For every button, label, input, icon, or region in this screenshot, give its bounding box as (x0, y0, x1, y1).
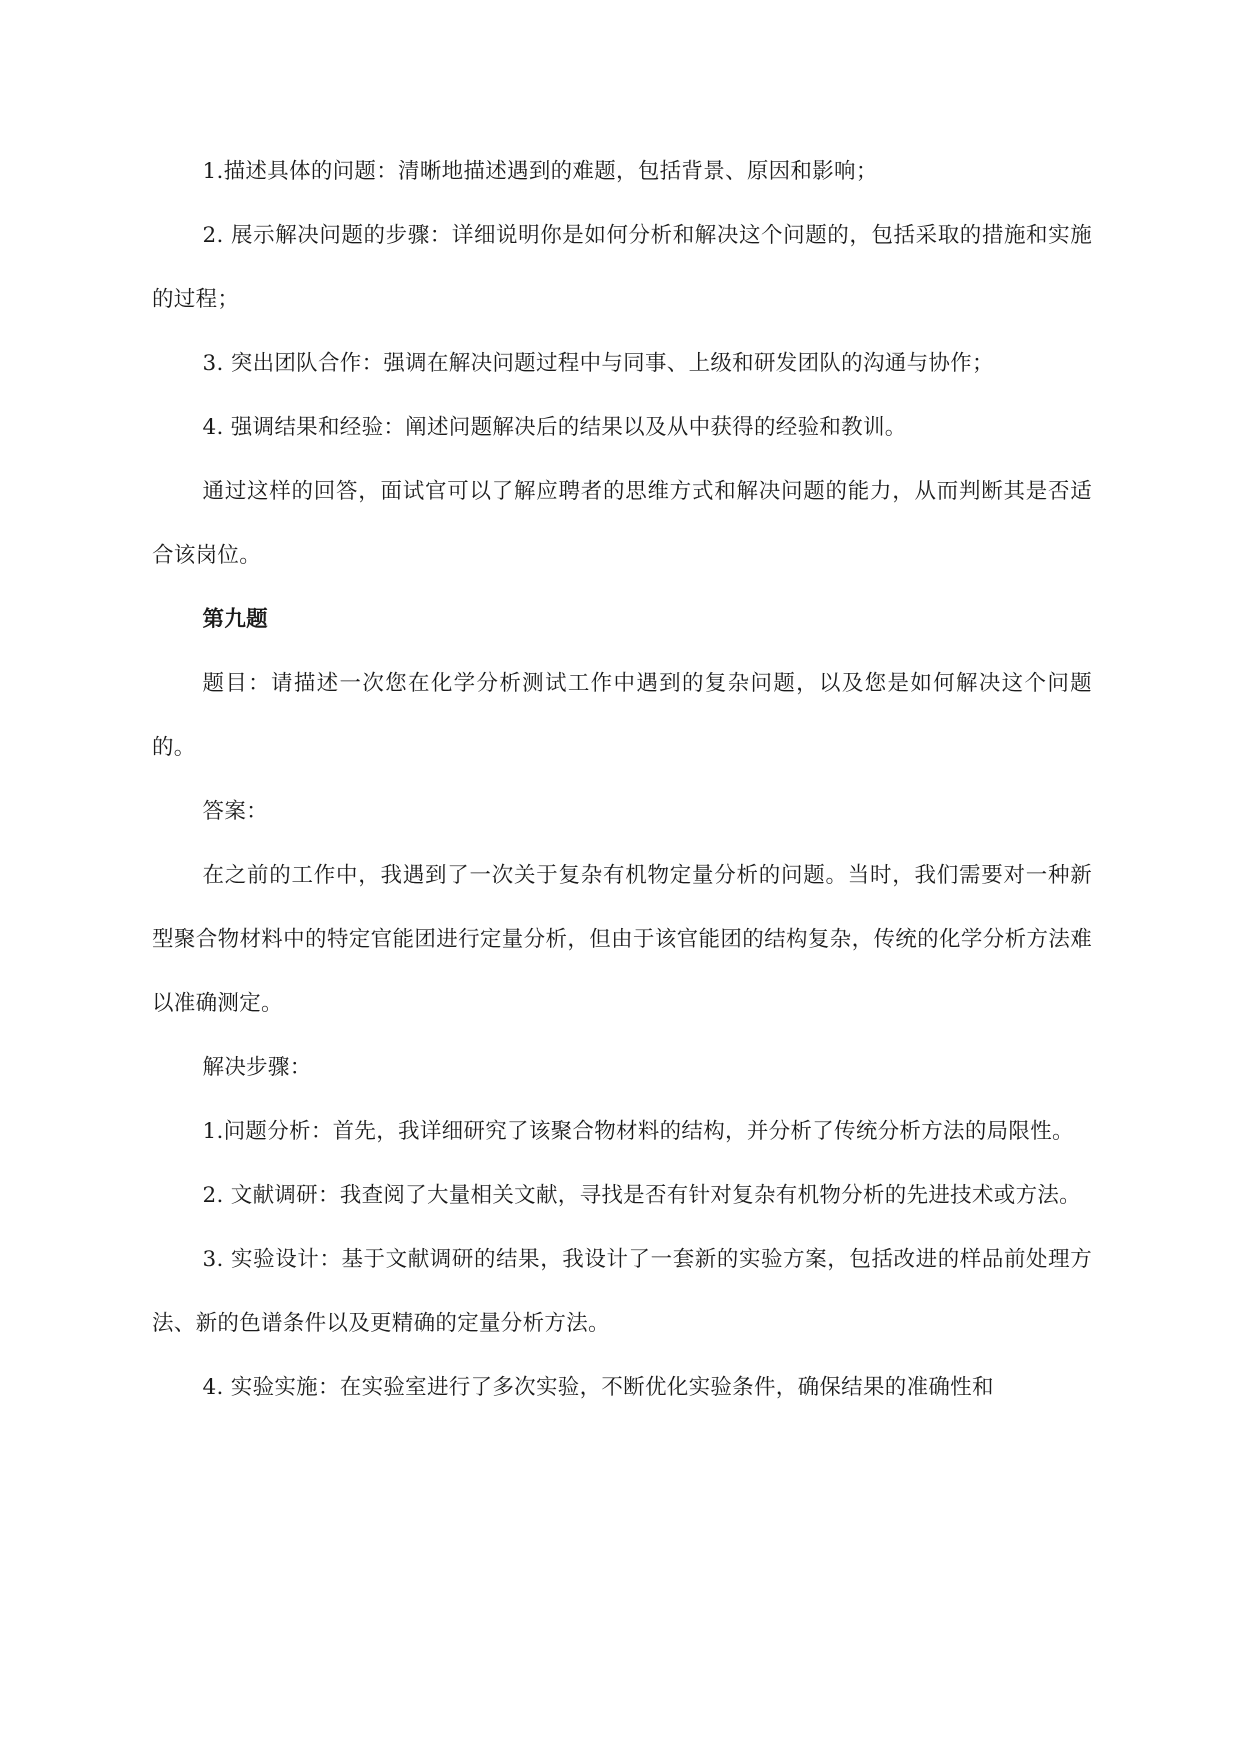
paragraph-summary: 通过这样的回答，面试官可以了解应聘者的思维方式和解决问题的能力，从而判断其是否适合该岗位。 (152, 479, 1092, 568)
paragraph-tip-1: 1.描述具体的问题：清晰地描述遇到的难题，包括背景、原因和影响； (202, 159, 878, 184)
document-body (152, 140, 1092, 1420)
paragraph-steps-label: 解决步骤： (202, 1055, 312, 1080)
section-heading: 第九题 (202, 607, 268, 632)
paragraph-step-4: 4. 实验实施：在实验室进行了多次实验，不断优化实验条件，确保结果的准确性和 (202, 1375, 994, 1400)
paragraph-answer-label: 答案： (202, 799, 268, 824)
paragraph-answer-body: 在之前的工作中，我遇到了一次关于复杂有机物定量分析的问题。当时，我们需要对一种新型聚合物材料中的特定官能团进行定量分析，但由于该官能团的结构复杂，传统的化学分析方法难以准确测定。 (152, 863, 1092, 1016)
paragraph-step-2: 2. 文献调研：我查阅了大量相关文献，寻找是否有针对复杂有机物分析的先进技术或方法。 (202, 1183, 1081, 1208)
paragraph-tip-3: 3. 突出团队合作：强调在解决问题过程中与同事、上级和研发团队的沟通与协作； (202, 351, 994, 376)
paragraph-question: 题目：请描述一次您在化学分析测试工作中遇到的复杂问题，以及您是如何解决这个问题的。 (152, 671, 1092, 760)
paragraph-tip-4: 4. 强调结果和经验：阐述问题解决后的结果以及从中获得的经验和教训。 (202, 415, 907, 440)
paragraph-step-3: 3. 实验设计：基于文献调研的结果，我设计了一套新的实验方案，包括改进的样品前处理方法、新的色谱条件以及更精确的定量分析方法。 (152, 1247, 1092, 1336)
paragraph-step-1: 1.问题分析：首先，我详细研究了该聚合物材料的结构，并分析了传统分析方法的局限性。 (202, 1119, 1074, 1144)
paragraph-tip-2: 2. 展示解决问题的步骤：详细说明你是如何分析和解决这个问题的，包括采取的措施和实施的过程； (152, 223, 1092, 312)
